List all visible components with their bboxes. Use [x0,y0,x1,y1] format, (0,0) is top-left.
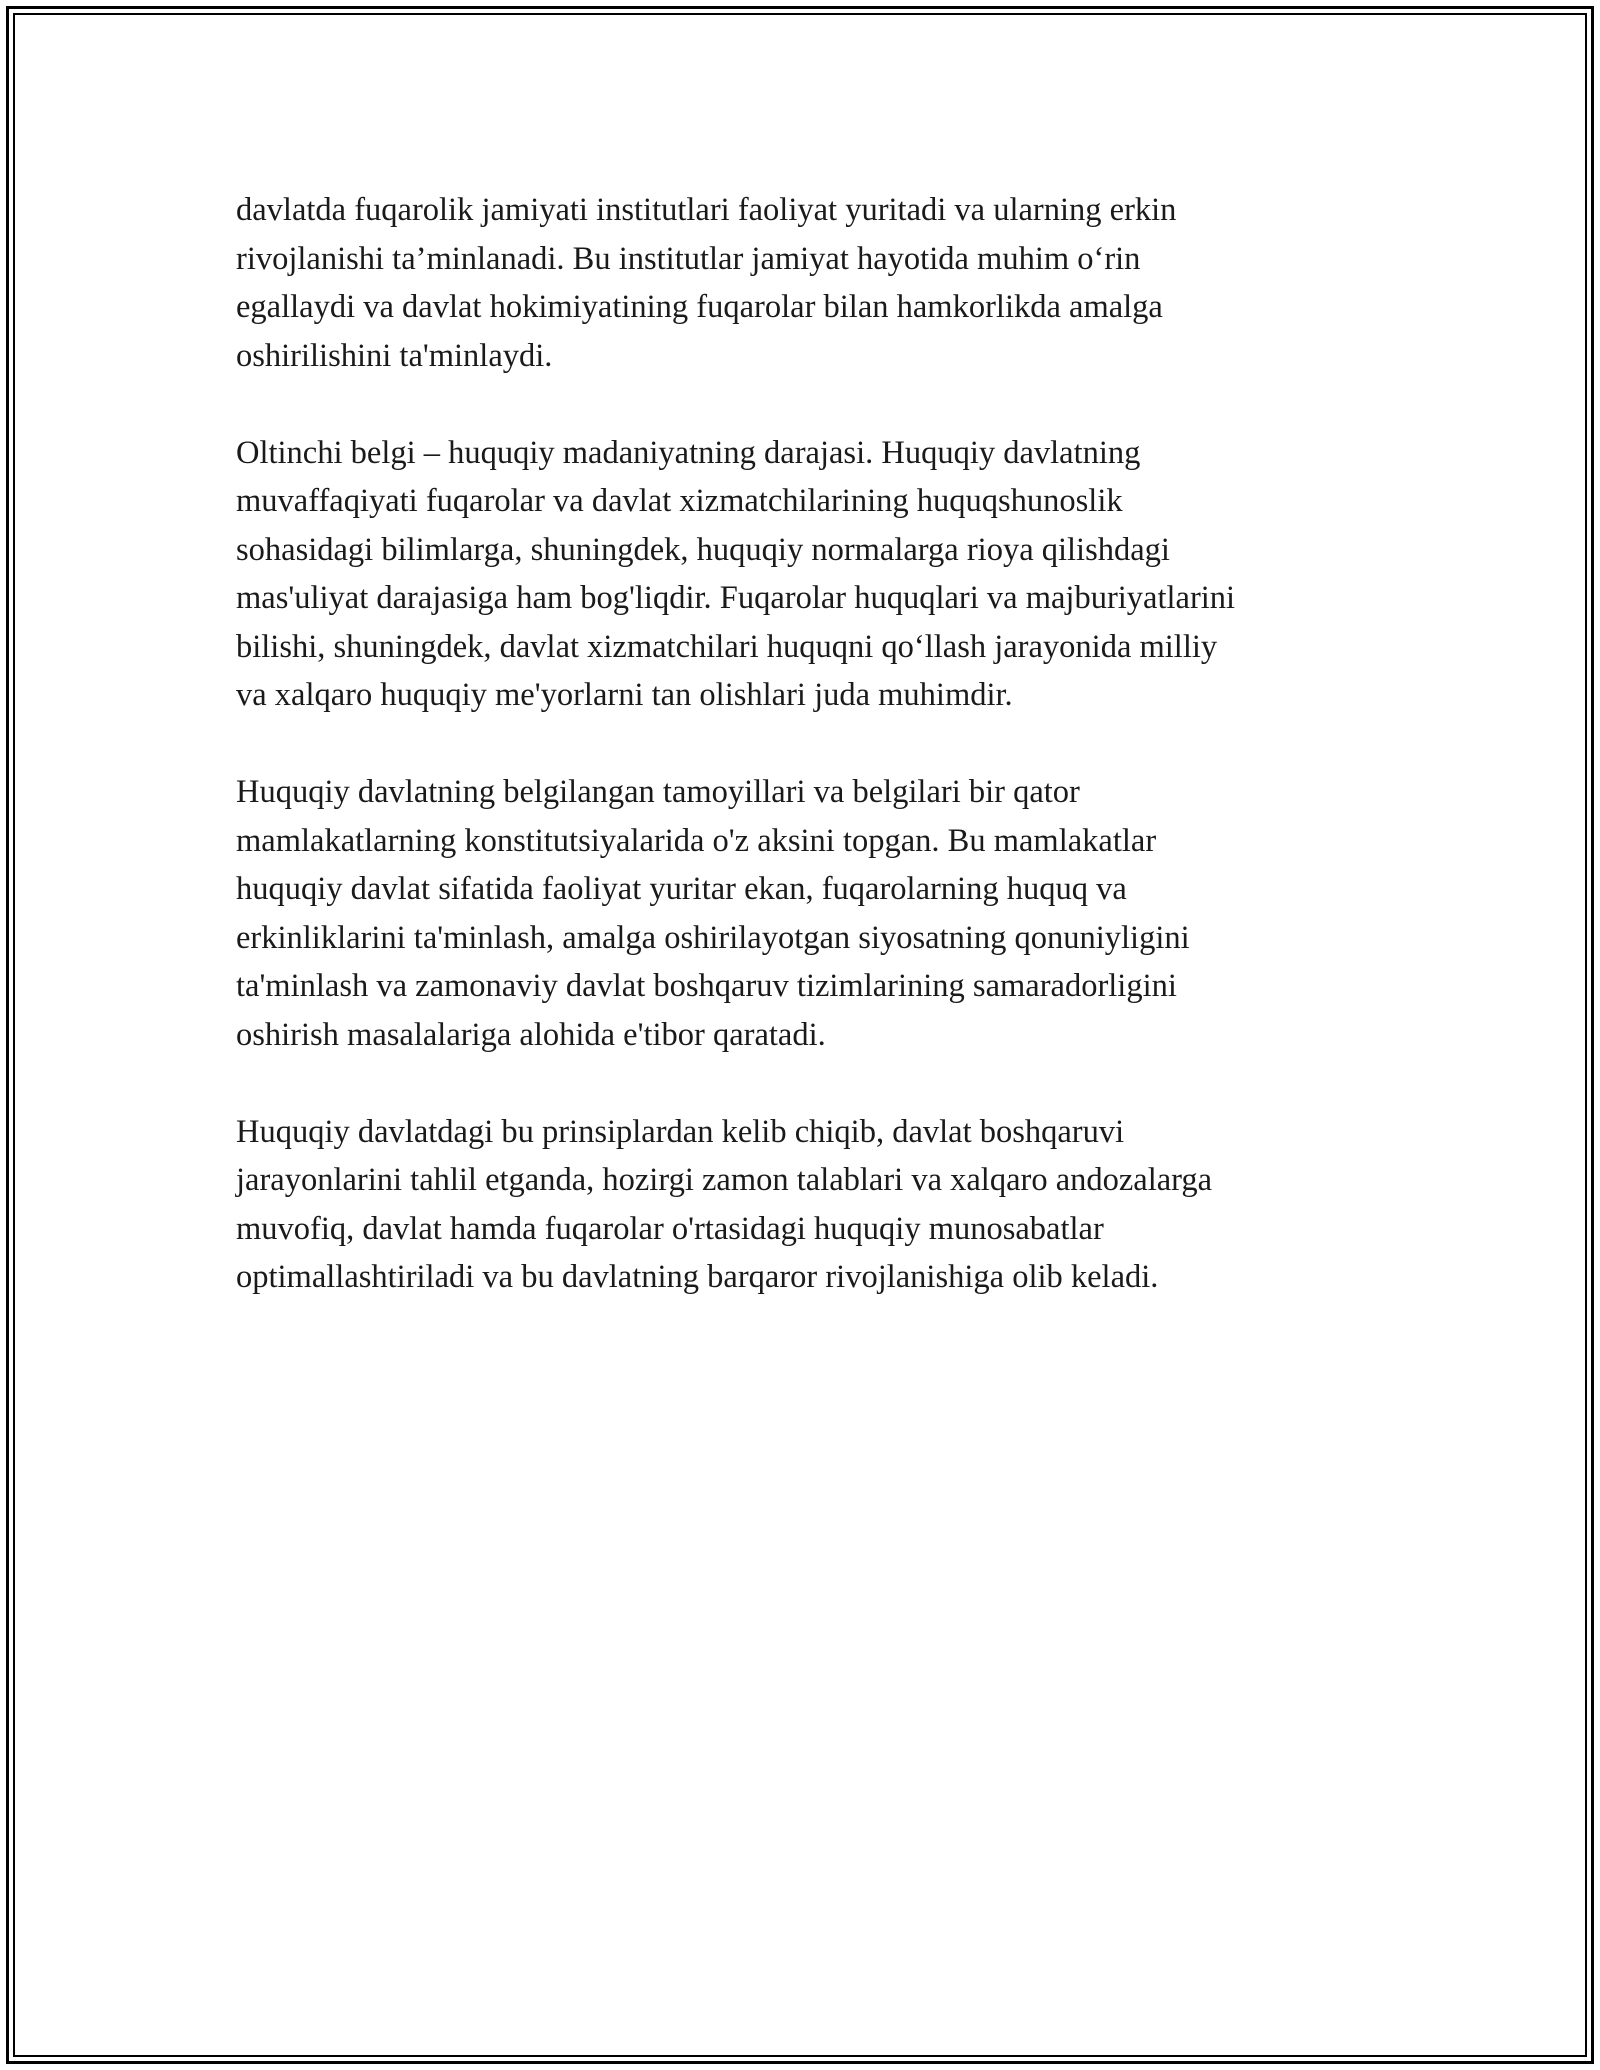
document-body [236,186,1386,1350]
paragraph-1: davlatda fuqarolik jamiyati institutlari faoliyat yuritadi va ularning erkin rivojlanishi ta’minlanadi. Bu institutlar jamiyat hayotida muhim o‘rin egallaydi va davlat hokimiyatining fuqarolar bilan hamkorlikda amalga oshirilishini ta'minlaydi. [236,192,1177,374]
paragraph-4: Huquqiy davlatdagi bu prinsiplardan kelib chiqib, davlat boshqaruvi jarayonlarini tahlil etganda, hozirgi zamon talablari va xalqaro andozalarga muvofiq, davlat hamda fuqarolar o'rtasidagi huquqiy munosabatlar optimallashtiriladi va bu davlatning barqaror rivojlanishiga olib keladi. [236,1113,1213,1295]
paragraph-2: Oltinchi belgi – huquqiy madaniyatning darajasi. Huquqiy davlatning muvaffaqiyati fuqarolar va davlat xizmatchilarining huquqshunoslik sohasidagi bilimlarga, shuningdek, huquqiy normalarga rioya qilishdagi mas'uliyat darajasiga ham bog'liqdir. Fuqarolar huquqlari va majburiyatlarini bilishi, shuningdek, davlat xizmatchilari huquqni qo‘llash jarayonida milliy va xalqaro huquqiy me'yorlarni tan olishlari juda muhimdir. [236,434,1236,713]
paragraph-3: Huquqiy davlatning belgilangan tamoyillari va belgilari bir qator mamlakatlarning konstitutsiyalarida o'z aksini topgan. Bu mamlakatlar huquqiy davlat sifatida faoliyat yuritar ekan, fuqarolarning huquq va erkinliklarini ta'minlash, amalga oshirilayotgan siyosatning qonuniyligini ta'minlash va zamonaviy davlat boshqaruv tizimlarining samaradorligini oshirish masalalariga alohida e'tibor qaratadi. [236,774,1190,1053]
